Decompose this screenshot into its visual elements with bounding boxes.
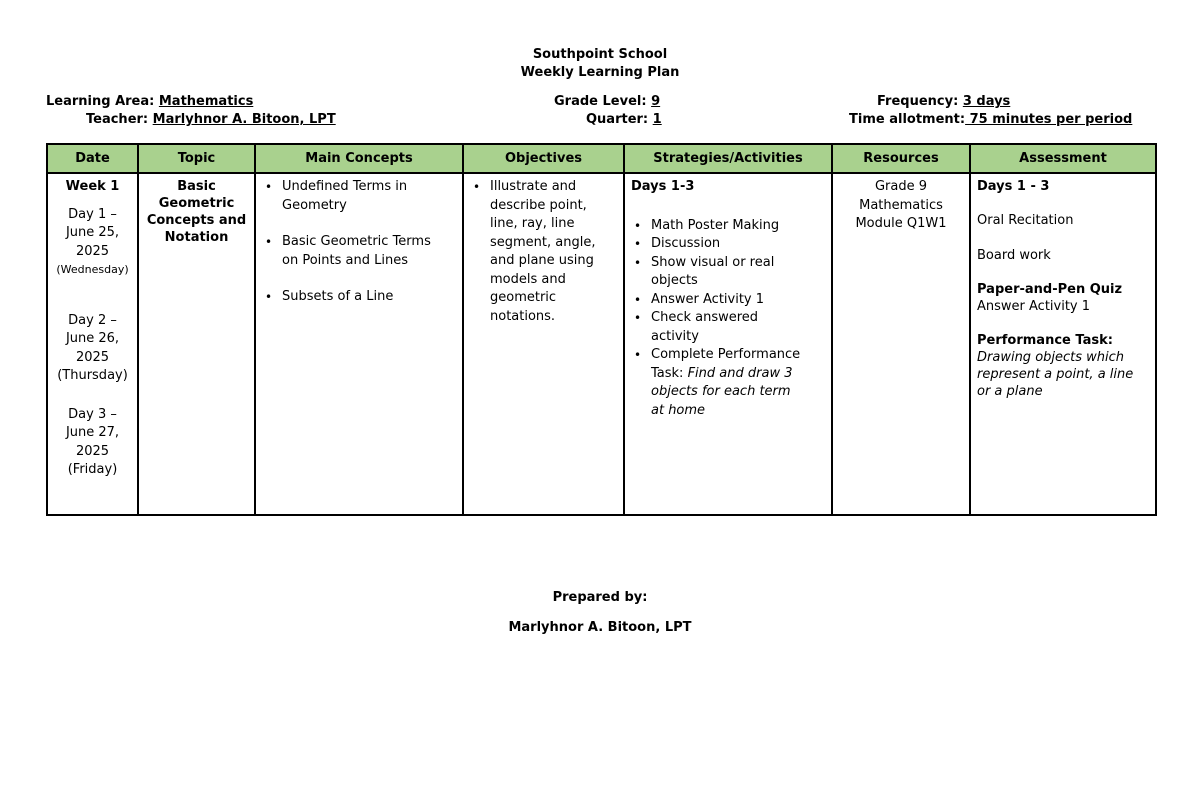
strategies-heading: Days 1-3	[631, 179, 695, 194]
col-date: Date	[47, 144, 138, 173]
list-item: • Subsets of a Line	[262, 288, 456, 307]
quiz-text: Answer Activity 1	[977, 299, 1091, 314]
topic-cell: Basic Geometric Concepts and Notation	[138, 173, 255, 515]
date-cell	[47, 173, 138, 515]
col-objectives: Objectives	[463, 144, 624, 173]
list-item: • Undefined Terms in Geometry	[262, 178, 456, 215]
time-allotment: Time allotment: 75 minutes per period	[849, 112, 1133, 127]
teacher: Teacher: Marlyhnor A. Bitoon, LPT	[86, 112, 336, 127]
day-3: Day 3 – June 27, 2025 (Friday)	[65, 406, 120, 477]
list-item: • Discussion	[631, 235, 825, 254]
frequency: Frequency: 3 days	[877, 94, 1011, 109]
table-row	[47, 173, 1156, 515]
assessment-cell	[970, 173, 1156, 515]
plan-title: Weekly Learning Plan	[520, 65, 680, 80]
grade-level: Grade Level: 9	[554, 94, 661, 109]
quiz-heading: Paper-and-Pen Quiz	[977, 282, 1123, 297]
school-name: Southpoint School	[532, 47, 668, 62]
list-item: • Show visual or real objects	[631, 254, 825, 291]
oral-recitation: Oral Recitation	[977, 213, 1074, 228]
list-item: • Basic Geometric Terms on Points and Lines	[262, 233, 456, 270]
list-item: • Illustrate and describe point, line, ray, line segment, angle, and plane using models and geometric notations.	[470, 178, 617, 326]
strategies-cell	[624, 173, 832, 515]
col-resources: Resources	[832, 144, 970, 173]
list-item: • Math Poster Making	[631, 217, 825, 236]
learning-area: Learning Area: Mathematics	[46, 94, 254, 109]
board-work: Board work	[977, 248, 1051, 263]
col-main-concepts: Main Concepts	[255, 144, 463, 173]
prepared-by-label: Prepared by:	[552, 590, 648, 605]
col-assessment: Assessment	[970, 144, 1156, 173]
list-item: • Check answered activity	[631, 309, 825, 346]
preparer-name: Marlyhnor A. Bitoon, LPT	[508, 620, 692, 635]
week-label: Week 1	[65, 179, 120, 194]
col-topic: Topic	[138, 144, 255, 173]
weekly-plan-table	[46, 143, 1157, 516]
objectives-cell	[463, 173, 624, 515]
list-item: • Complete Performance Task: Find and draw 3 objects for each term at home	[631, 346, 825, 420]
day-1: Day 1 – June 25, 2025 (Wednesday)	[56, 206, 129, 276]
col-strategies: Strategies/Activities	[624, 144, 832, 173]
list-item: • Answer Activity 1	[631, 291, 825, 310]
performance-task-heading: Performance Task:	[977, 333, 1113, 348]
day-2: Day 2 – June 26, 2025 (Thursday)	[57, 312, 128, 383]
quarter: Quarter: 1	[586, 112, 662, 127]
resources-cell: Grade 9 Mathematics Module Q1W1	[832, 173, 970, 515]
main-concepts-cell	[255, 173, 463, 515]
table-header-row	[47, 144, 1156, 173]
assessment-heading: Days 1 - 3	[977, 179, 1050, 194]
performance-task-text: Drawing objects which represent a point, a line or a plane	[977, 350, 1134, 399]
